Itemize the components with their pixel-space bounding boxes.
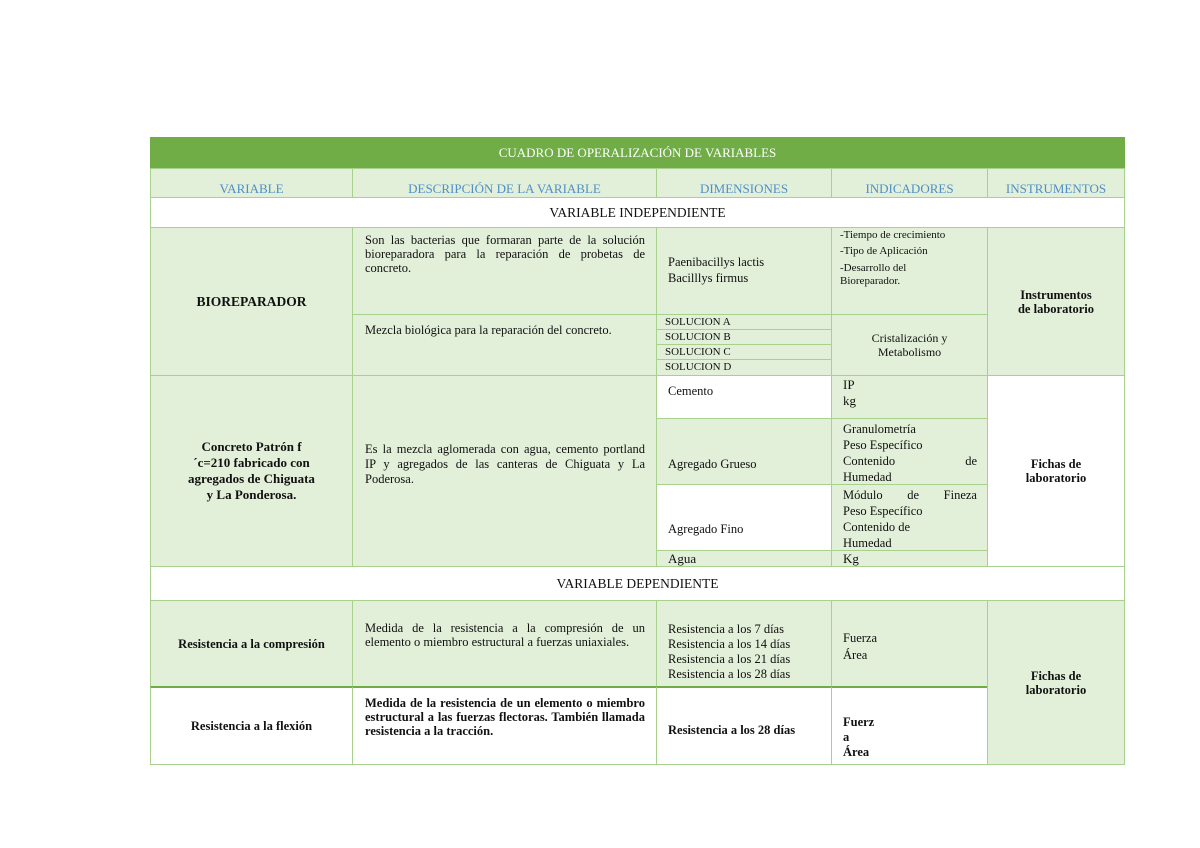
- operationalization-table: [150, 137, 1125, 765]
- instrument-text: Fichas de: [1030, 457, 1082, 471]
- header-dimensiones: DIMENSIONES: [656, 168, 832, 198]
- indicator-line: Fuerz: [843, 715, 875, 729]
- instrument-text: Instrumentos: [1020, 287, 1092, 302]
- concreto-description: Es la mezcla aglomerada con agua, cemento portland IP y agregados de las canteras de Chiguata y La Poderosa.: [352, 375, 657, 567]
- indicator-line: Bioreparador.: [840, 274, 901, 287]
- indicator-line: Área: [843, 648, 868, 662]
- indicator-cemento: [831, 375, 988, 419]
- indicator-ip: IP: [843, 377, 855, 392]
- concreto-variable: [150, 375, 353, 567]
- flexion-dimension: Resistencia a los 28 días: [656, 686, 832, 765]
- compresion-description: Medida de la resistencia a la compresión de un elemento o miembro estructural a fuerzas uniaxiales.: [352, 600, 657, 687]
- bioreparador-description: Son las bacterias que formaran parte de la solución bioreparadora para la reparación de probetas de concreto.: [352, 227, 657, 315]
- indicator-line: Peso Específico: [843, 438, 923, 452]
- compresion-variable: Resistencia a la compresión: [150, 600, 353, 687]
- solucion-d: SOLUCION D: [656, 359, 832, 376]
- dimension-agua: Agua: [656, 550, 832, 567]
- concreto-instruments: [987, 375, 1125, 567]
- header-variable: VARIABLE: [150, 168, 353, 198]
- compresion-indicators: [831, 600, 988, 687]
- indicator-agregado-grueso: [831, 418, 988, 485]
- instrument-text: laboratorio: [1025, 471, 1087, 485]
- dimension-line: Resistencia a los 14 días: [668, 637, 791, 651]
- indicator-line: Fuerza: [843, 631, 878, 645]
- indicator-word: Módulo: [843, 488, 883, 502]
- indicator-line: Granulometría: [843, 422, 916, 436]
- bioreparador-instruments: [987, 227, 1125, 376]
- section-dependent: VARIABLE DEPENDIENTE: [150, 566, 1125, 601]
- variable-line: ´c=210 fabricado con: [193, 455, 310, 470]
- indicator-word: Fineza: [943, 488, 977, 502]
- dimension-agregado-fino: Agregado Fino: [656, 484, 832, 551]
- indicator-word: de: [965, 454, 977, 468]
- header-instrumentos: INSTRUMENTOS: [987, 168, 1125, 198]
- indicator-line: -Desarrollo del: [840, 262, 907, 274]
- indicator-line: Humedad: [843, 536, 892, 550]
- indicator-agregado-fino: [831, 484, 988, 551]
- indicator-line: a: [843, 730, 850, 744]
- header-descripcion: DESCRIPCIÓN DE LA VARIABLE: [352, 168, 657, 198]
- indicator-line: Área: [843, 745, 870, 759]
- flexion-description: Medida de la resistencia de un elemento o miembro estructural a las fuerzas flectoras. También llamada resistencia a la tracción.: [352, 686, 657, 765]
- indicator-line: -Tiempo de crecimiento: [840, 229, 946, 241]
- dimension-bacillus: Bacilllys firmus: [668, 271, 749, 285]
- dependent-instruments: [987, 600, 1125, 765]
- mezcla-description: Mezcla biológica para la reparación del concreto.: [352, 314, 657, 376]
- flexion-variable: Resistencia a la flexión: [150, 686, 353, 765]
- indicator-line: -Tipo de Aplicación: [840, 244, 928, 257]
- variable-line: Concreto Patrón f: [201, 439, 302, 454]
- variable-line: agregados de Chiguata: [188, 471, 315, 486]
- indicator-word: de: [907, 488, 920, 502]
- dimension-paenibacillus: Paenibacillys lactis: [668, 255, 765, 269]
- bioreparador-indicators: [831, 227, 988, 315]
- cristalizacion-indicator: Cristalización y Metabolismo: [831, 314, 988, 376]
- indicator-kg: kg: [843, 393, 856, 408]
- dimension-line: Resistencia a los 28 días: [668, 667, 791, 681]
- compresion-dimensions: [656, 600, 832, 687]
- bioreparador-variable: BIOREPARADOR: [150, 227, 353, 376]
- dimension-agregado-grueso: Agregado Grueso: [656, 418, 832, 485]
- indicator-agua: Kg: [831, 550, 988, 567]
- section-independent: VARIABLE INDEPENDIENTE: [150, 197, 1125, 228]
- indicator-line: Humedad: [843, 470, 892, 484]
- instrument-text: Fichas de: [1030, 668, 1082, 683]
- instrument-text: laboratorio: [1025, 682, 1087, 697]
- table-title-text: CUADRO DE OPERALIZACIÓN DE VARIABLES: [498, 145, 777, 160]
- indicator-line: Peso Específico: [843, 504, 923, 518]
- solucion-a: SOLUCION A: [656, 314, 832, 330]
- solucion-b: SOLUCION B: [656, 329, 832, 345]
- dimension-line: Resistencia a los 21 días: [668, 652, 791, 666]
- header-indicadores: INDICADORES: [831, 168, 988, 198]
- variable-line: y La Ponderosa.: [206, 487, 297, 502]
- bioreparador-dimensions: [656, 227, 832, 315]
- indicator-word: Contenido: [843, 454, 896, 468]
- table-title: [150, 137, 1125, 169]
- indicator-line: Contenido de: [843, 520, 911, 534]
- dimension-line: Resistencia a los 7 días: [668, 622, 784, 636]
- solucion-c: SOLUCION C: [656, 344, 832, 360]
- instrument-text: de laboratorio: [1017, 301, 1095, 316]
- flexion-indicators: [831, 686, 988, 765]
- dimension-cemento: Cemento: [656, 375, 832, 419]
